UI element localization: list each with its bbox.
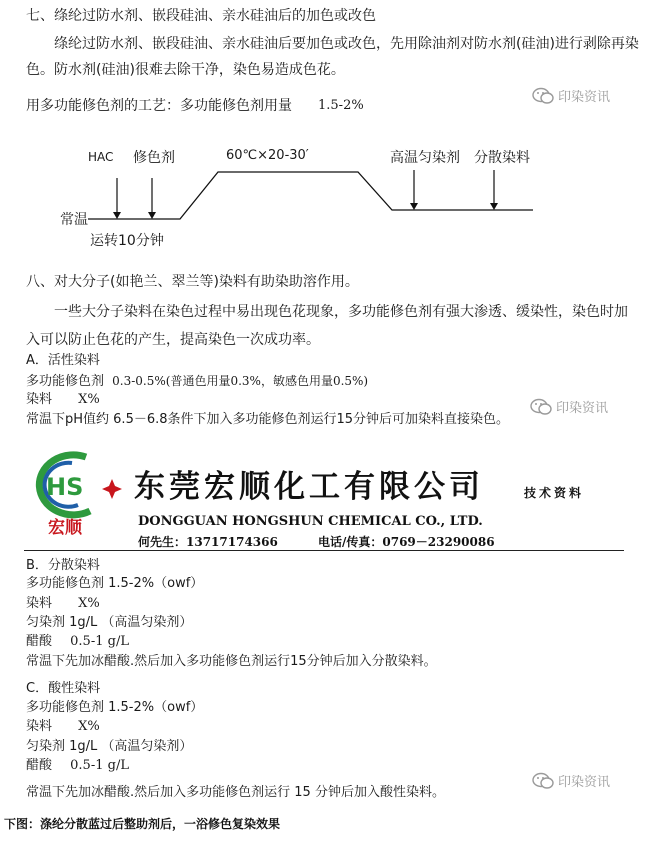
sectionB-line4 [26, 633, 129, 651]
watermark-middle [530, 397, 608, 416]
agent-arrowhead [148, 212, 156, 219]
company-banner [24, 447, 624, 557]
temperature-curve [88, 172, 533, 219]
sectionC-line4-label: 醋酸 [26, 758, 53, 773]
watermark-text: 印染资讯 [556, 401, 609, 416]
sectionA-line2-value: X% [78, 392, 100, 407]
section8-para-line1: 一些大分子染料在染色过程中易出现色花现象，多功能修色剂有强大渗透、缓染性，染色时加 [54, 304, 628, 320]
sectionC-line2-label: 染料 [26, 719, 53, 734]
wechat-icon [530, 398, 552, 416]
diagram-agent-label: 修色剂 [133, 150, 175, 166]
sectionB-line4-value: 0.5-1 g/L [70, 634, 129, 649]
sectionB-line1: 多功能修色剂 1.5-2%（owf） [26, 576, 204, 591]
sectionC-line2-value: X% [78, 719, 100, 734]
watermark-top [532, 86, 610, 105]
sectionC-line1: 多功能修色剂 1.5-2%（owf） [26, 700, 204, 715]
company-name-cn: 东莞宏顺化工有限公司 [134, 469, 484, 505]
sectionB-line2-label: 染料 [26, 596, 53, 611]
sectionB-line3: 匀染剂 1g/L （高温匀染剂） [26, 615, 193, 630]
section7-heading: 七、绦纶过防水剂、嵌段硅油、亲水硅油后的加色或改色 [26, 8, 376, 24]
process-label: 用多功能修色剂的工艺：多功能修色剂用量 [26, 98, 292, 114]
sectionA-line2-label: 染料 [26, 392, 53, 407]
sectionC-line4-value: 0.5-1 g/L [70, 758, 129, 773]
sectionB-line5: 常温下先加冰醋酸.然后加入多功能修色剂运行15分钟后加入分散染料。 [26, 654, 437, 669]
diagram-room-temp-label: 常温 [60, 212, 88, 228]
sectionB-line2-value: X% [78, 596, 100, 611]
watermark-text: 印染资讯 [558, 90, 611, 105]
wechat-icon [532, 87, 554, 105]
sectionB-line4-label: 醋酸 [26, 634, 53, 649]
banner-divider [24, 550, 624, 551]
sectionA-line1-label: 多功能修色剂 [26, 374, 105, 389]
section7-para-line1: 绦纶过防水剂、嵌段硅油、亲水硅油后要加色或改色，先用除油剂对防水剂(硅油)进行剥除再染 [54, 36, 639, 52]
sectionC-title: C．酸性染料 [26, 681, 101, 696]
company-logo [24, 449, 134, 539]
sectionA-line1-value: 0.3-0.5%(普通色用量0.3%，敏感色用量0.5%) [112, 374, 369, 388]
section7-para-line2: 色。防水剂(硅油)很难去除干净，染色易造成色花。 [26, 62, 345, 78]
logo-star [102, 479, 122, 499]
sectionB-line2 [26, 595, 100, 613]
contact-person: 何先生：13717174366 [138, 535, 278, 549]
hac-arrowhead [113, 212, 121, 219]
diagram-temp-label: 60℃×20-30′ [226, 148, 309, 163]
process-amount: 1.5-2% [318, 98, 364, 113]
watermark-text: 印染资讯 [558, 775, 611, 790]
diagram-hac-label: HAC [88, 150, 114, 164]
diagram-run-label: 运转10分钟 [90, 233, 164, 249]
tech-doc-label: 技术资料 [524, 486, 585, 500]
sectionA-line1 [26, 372, 368, 391]
wechat-icon [532, 772, 554, 790]
sectionC-line2 [26, 718, 100, 736]
company-name-en: DONGGUAN HONGSHUN CHEMICAL CO., LTD. [138, 514, 483, 529]
diagram-leveling-label: 高温匀染剂 [390, 150, 460, 166]
leveling-arrowhead [410, 203, 418, 210]
sectionA-line3: 常温下pH值约 6.5－6.8条件下加入多功能修色剂运行15分钟后可加染料直接染色。 [26, 412, 510, 427]
sectionC-line5: 常温下先加冰醋酸.然后加入多功能修色剂运行 15 分钟后加入酸性染料。 [26, 785, 445, 800]
diagram-disperse-label: 分散染料 [474, 150, 530, 166]
logo-chinese: 宏顺 [48, 518, 82, 538]
contact-phone: 电话/传真：0769－23290086 [318, 535, 495, 549]
disperse-arrowhead [490, 203, 498, 210]
sectionC-line3: 匀染剂 1g/L （高温匀染剂） [26, 739, 193, 754]
footer-caption: 下图：涤纶分散蓝过后整助剂后，一浴修色复染效果 [4, 817, 281, 831]
sectionA-line2 [26, 391, 100, 409]
sectionB-title: B．分散染料 [26, 558, 100, 573]
logo-letters: HS [46, 473, 84, 501]
section8-para-line2: 入可以防止色花的产生，提高染色一次成功率。 [26, 332, 320, 348]
sectionC-line4 [26, 757, 129, 775]
section8-heading: 八、对大分子(如艳兰、翠兰等)染料有助染助溶作用。 [26, 274, 359, 290]
sectionA-title: A．活性染料 [26, 353, 100, 368]
watermark-bottom [532, 771, 610, 790]
